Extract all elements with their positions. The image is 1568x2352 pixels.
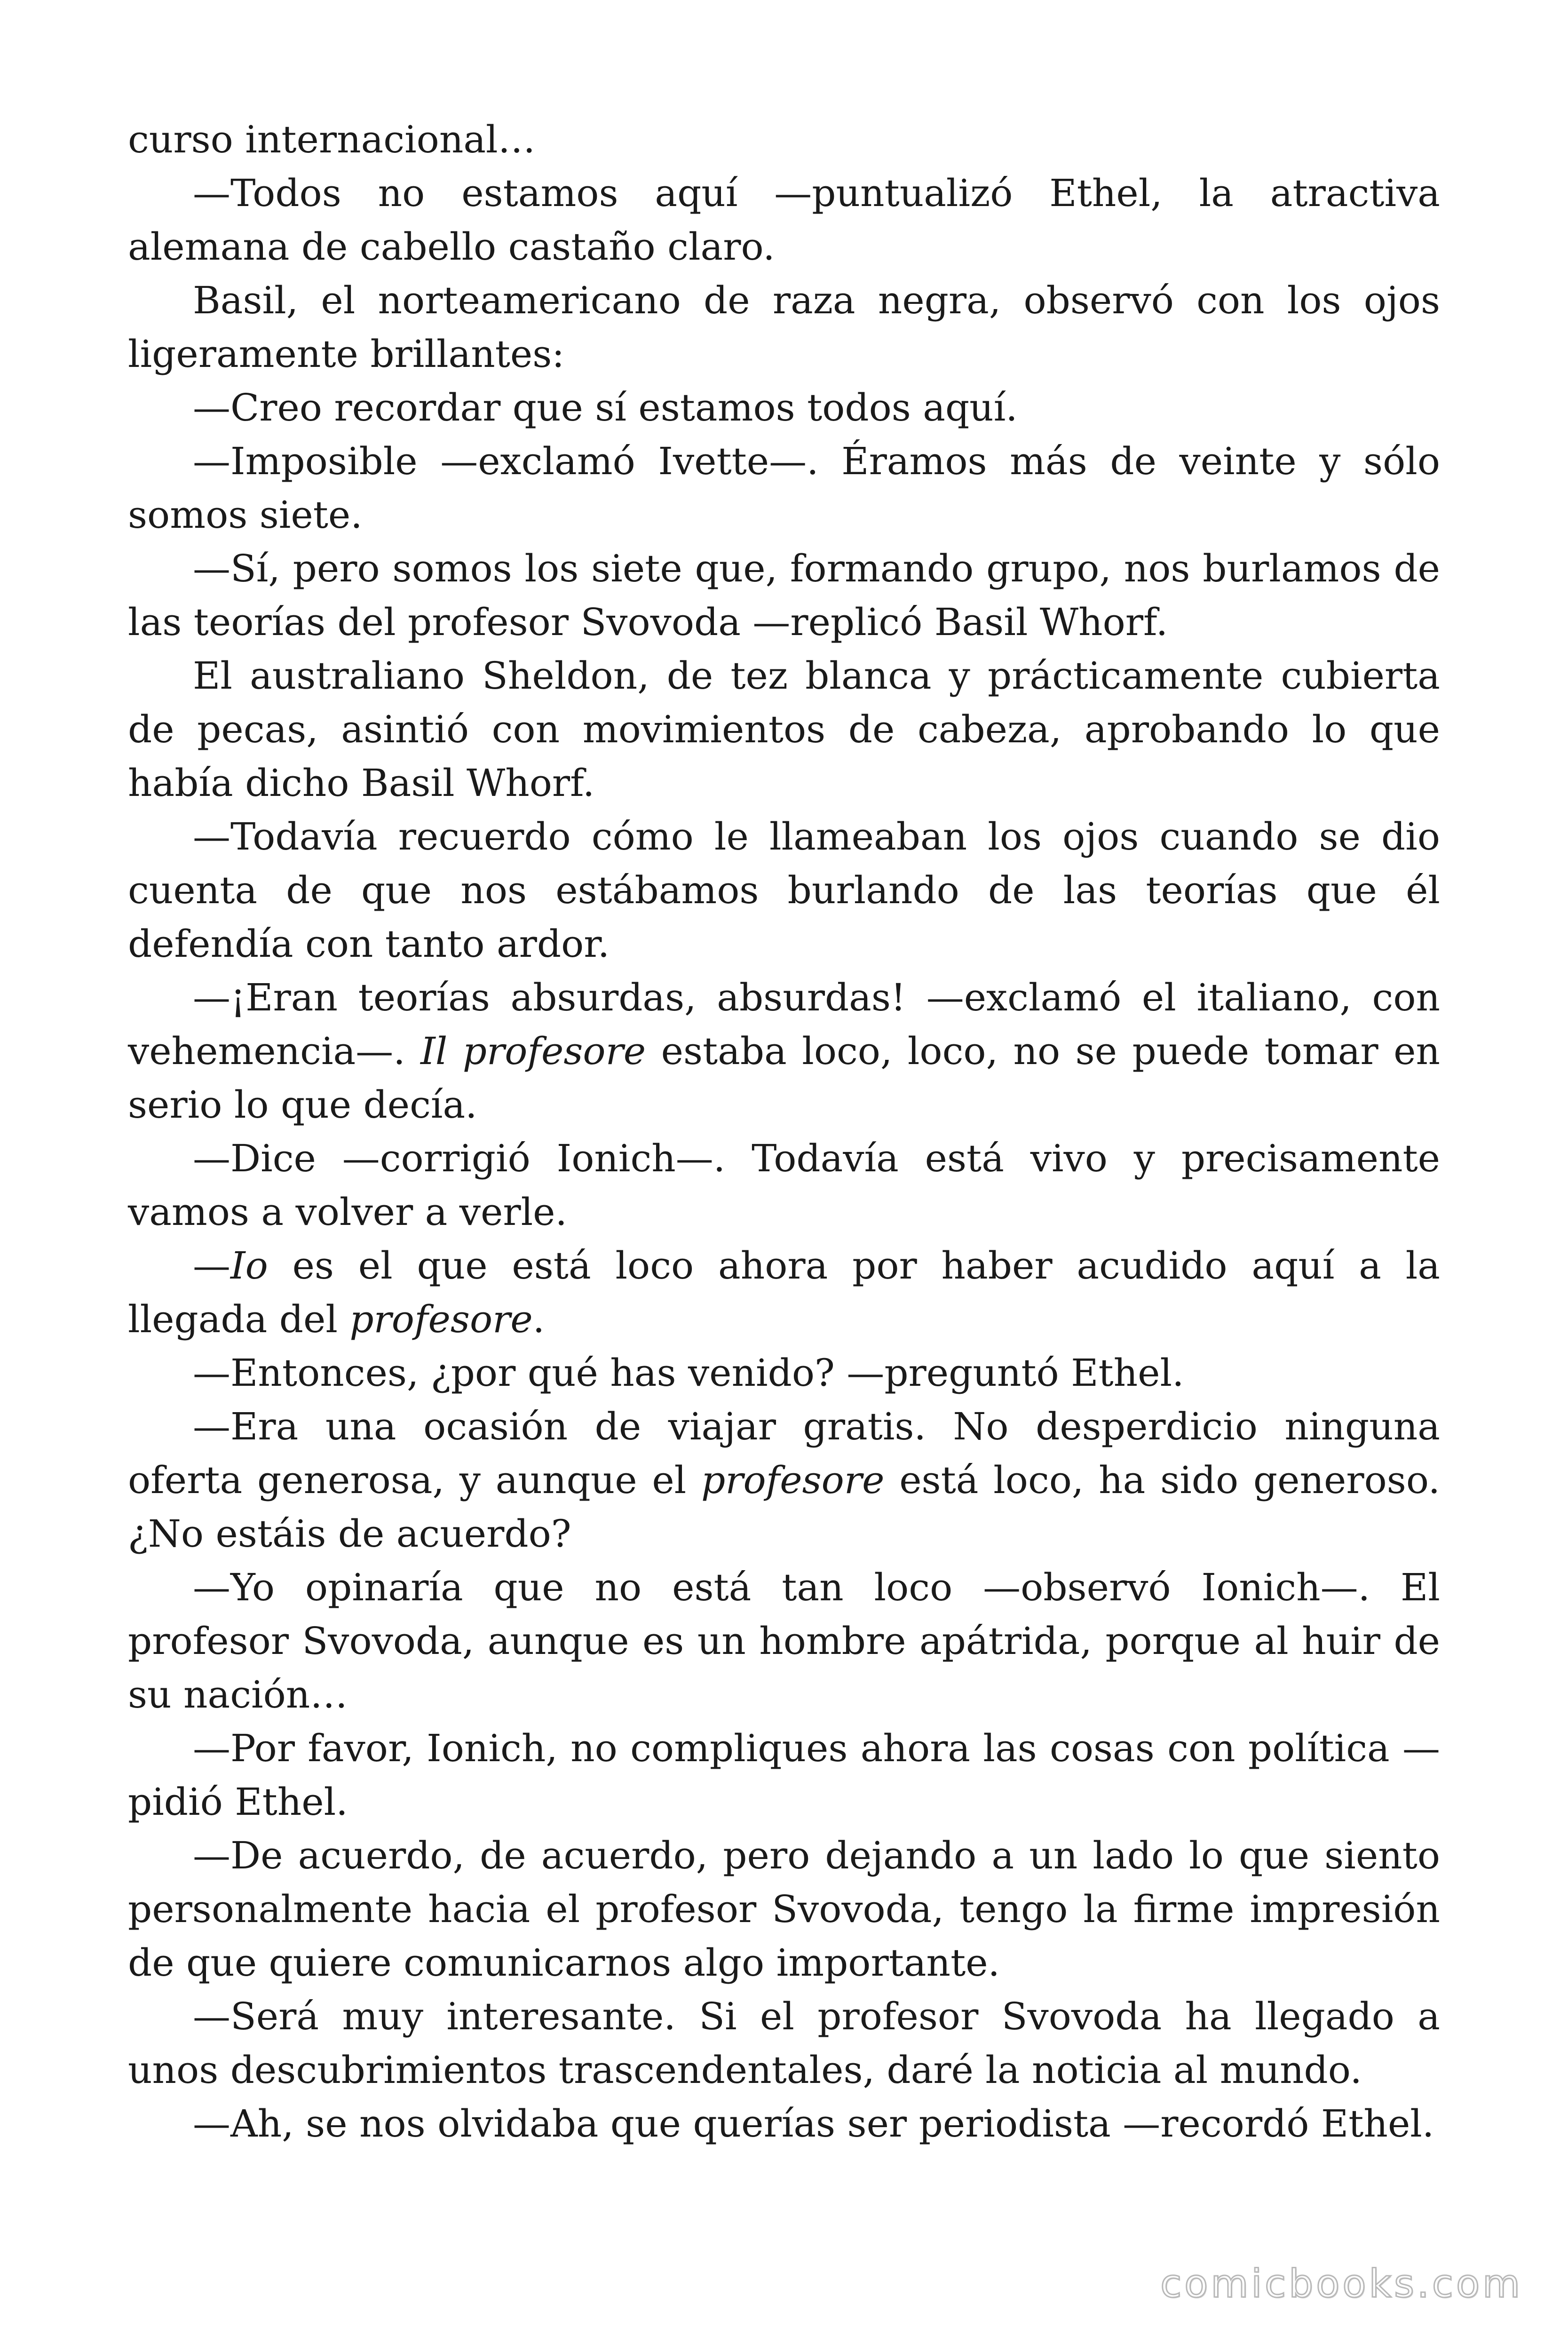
italic-text-run: Il profesore <box>420 1029 646 1073</box>
text-run: —Dice —corrigió Ionich—. Todavía está vivo y precisamente vamos a volver a verle. <box>128 1136 1440 1234</box>
text-run: —Creo recordar que sí estamos todos aquí. <box>193 386 1018 429</box>
paragraph <box>128 1239 1440 1346</box>
text-run: estaba loco, loco, no se puede tomar en serio lo que decía. <box>128 1029 1441 1127</box>
italic-text-run: Io <box>230 1244 268 1287</box>
paragraph <box>128 542 1440 649</box>
paragraph <box>128 167 1440 274</box>
text-run: El australiano Sheldon, de tez blanca y prácticamente cubierta de pecas, asintió con movimientos de cabeza, aprobando lo que había dicho Basil Whorf. <box>128 654 1440 805</box>
text-run: —Ah, se nos olvidaba que querías ser periodista —recordó Ethel. <box>193 2102 1434 2145</box>
text-run: curso internacional… <box>128 118 536 161</box>
paragraph <box>128 1722 1440 1829</box>
paragraph <box>128 113 1440 167</box>
italic-text-run: profesore <box>349 1297 533 1341</box>
text-run: Basil, el norteamericano de raza negra, observó con los ojos ligeramente brillantes: <box>128 278 1440 376</box>
paragraph <box>128 1829 1440 1990</box>
paragraph <box>128 381 1440 435</box>
text-run: . <box>532 1297 545 1341</box>
paragraph <box>128 971 1440 1132</box>
text-run: —De acuerdo, de acuerdo, pero dejando a un lado lo que siento personalmente hacia el profesor Svovoda, tengo la firme impresión de que quiere comunicarnos algo importante. <box>128 1834 1440 1985</box>
paragraph <box>128 1561 1440 1722</box>
text-run: —Entonces, ¿por qué has venido? —preguntó Ethel. <box>193 1351 1184 1395</box>
text-run: —Era una ocasión de viajar gratis. No desperdicio ninguna oferta generosa, y aunque el <box>128 1405 1440 1502</box>
paragraph <box>128 435 1440 542</box>
body-text <box>128 113 1440 2151</box>
text-run: —Sí, pero somos los siete que, formando grupo, nos burlamos de las teorías del profesor Svovoda —replicó Basil Whorf. <box>128 547 1440 644</box>
text-run: —Será muy interesante. Si el profesor Svovoda ha llegado a unos descubrimientos trascendentales, daré la noticia al mundo. <box>128 1994 1440 2092</box>
watermark: comicbooks.com <box>1160 2262 1523 2306</box>
text-run: es el que está loco ahora por haber acudido aquí a la llegada del <box>128 1244 1440 1341</box>
text-run: —Todavía recuerdo cómo le llameaban los ojos cuando se dio cuenta de que nos estábamos burlando de las teorías que él defendía con tanto ardor. <box>128 815 1440 966</box>
text-run: —Por favor, Ionich, no compliques ahora las cosas con política —pidió Ethel. <box>128 1726 1440 1824</box>
paragraph <box>128 2097 1440 2151</box>
text-run: está loco, ha sido generoso. ¿No estáis de acuerdo? <box>128 1458 1440 1556</box>
text-run: —¡Eran teorías absurdas, absurdas! —exclamó el italiano, con vehemencia—. <box>128 976 1440 1073</box>
paragraph <box>128 1990 1440 2097</box>
paragraph <box>128 649 1440 810</box>
text-run: — <box>193 1244 230 1287</box>
paragraph <box>128 1346 1440 1400</box>
paragraph <box>128 1400 1440 1561</box>
paragraph <box>128 810 1440 971</box>
text-run: —Yo opinaría que no está tan loco —observó Ionich—. El profesor Svovoda, aunque es un hombre apátrida, porque al huir de su nación… <box>128 1565 1440 1716</box>
italic-text-run: profesore <box>701 1458 885 1502</box>
text-run: —Imposible —exclamó Ivette—. Éramos más de veinte y sólo somos siete. <box>128 439 1440 537</box>
paragraph <box>128 274 1440 381</box>
text-run: —Todos no estamos aquí —puntualizó Ethel, la atractiva alemana de cabello castaño claro. <box>128 171 1440 269</box>
paragraph <box>128 1132 1440 1239</box>
